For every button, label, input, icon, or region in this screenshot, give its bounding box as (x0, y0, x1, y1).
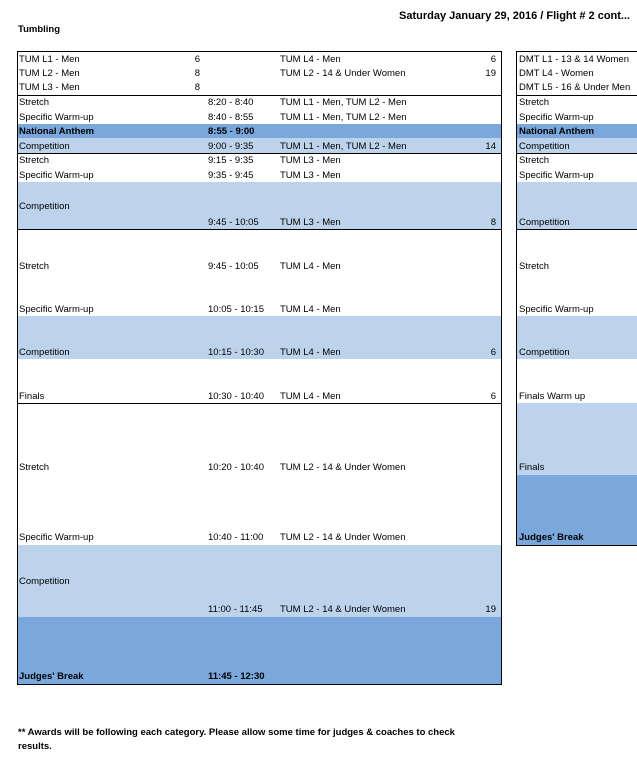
activity: Specific Warm-up (19, 532, 94, 543)
summary-event: TUM L2 - 14 & Under Women (280, 68, 406, 79)
table-border (17, 51, 18, 685)
right-activity: Finals (519, 462, 545, 473)
summary-count: 8 (194, 82, 200, 93)
summary-event: TUM L4 - Men (280, 54, 341, 65)
right-table-border (516, 51, 517, 546)
event: TUM L4 - Men (280, 304, 341, 315)
time: 9:45 - 10:05 (208, 261, 259, 272)
time: 9:15 - 9:35 (208, 155, 254, 166)
section-title: Tumbling (18, 24, 61, 35)
event: TUM L3 - Men (280, 155, 341, 166)
time: 8:55 - 9:00 (208, 126, 255, 137)
activity: Stretch (19, 462, 50, 473)
right-summary-event: DMT L1 - 13 & 14 Women (519, 54, 630, 65)
time: 9:35 - 9:45 (208, 170, 254, 181)
activity: Specific Warm-up (19, 112, 94, 123)
right-activity: Stretch (519, 261, 550, 272)
time: 9:00 - 9:35 (208, 141, 254, 152)
activity: Stretch (19, 97, 50, 108)
right-activity: Competition (519, 347, 570, 358)
event: TUM L4 - Men (280, 261, 341, 272)
right-summary-event: DMT L5 - 16 & Under Men (519, 82, 631, 93)
time: 10:30 - 10:40 (208, 391, 264, 402)
event: TUM L2 - 14 & Under Women (280, 462, 406, 473)
right-activity: Judges' Break (519, 532, 584, 543)
time: 11:45 - 12:30 (208, 671, 265, 682)
event: TUM L4 - Men (280, 391, 341, 402)
table-border (17, 51, 502, 52)
activity: Specific Warm-up (19, 170, 94, 181)
page-title: Saturday January 29, 2016 / Flight # 2 cont... (399, 10, 631, 22)
footer-note: ** Awards will be following each category. Please allow some time for judges & coaches to check (18, 727, 455, 738)
right-table-border (516, 51, 637, 52)
right-activity: National Anthem (519, 126, 595, 137)
right-table-border (516, 95, 637, 96)
right-summary-event: DMT L4 - Women (519, 68, 594, 79)
right-table-border (516, 229, 637, 230)
activity: Stretch (19, 261, 50, 272)
competition-band-2 (17, 182, 501, 229)
time: 8:40 - 8:55 (208, 112, 254, 123)
right-activity: Competition (519, 217, 570, 228)
count: 8 (490, 217, 496, 228)
right-table-border (516, 153, 637, 154)
event: TUM L1 - Men, TUM L2 - Men (280, 97, 407, 108)
summary-count: 19 (485, 68, 496, 79)
right-activity: Stretch (519, 155, 550, 166)
activity: Competition (19, 201, 70, 212)
footer-note-cont: results. (18, 741, 52, 752)
right-activity: Stretch (519, 97, 550, 108)
summary-event: TUM L1 - Men (19, 54, 80, 65)
table-border (17, 153, 502, 154)
summary-event: TUM L2 - Men (19, 68, 80, 79)
event: TUM L3 - Men (280, 217, 341, 228)
summary-count: 6 (194, 54, 200, 65)
right-activity: Specific Warm-up (519, 112, 594, 123)
time: 10:15 - 10:30 (208, 347, 264, 358)
count: 14 (485, 141, 496, 152)
event: TUM L2 - 14 & Under Women (280, 532, 406, 543)
table-border (17, 229, 502, 230)
activity: Competition (19, 347, 70, 358)
table-border (17, 95, 502, 96)
count: 19 (485, 604, 496, 615)
event: TUM L2 - 14 & Under Women (280, 604, 406, 615)
event: TUM L1 - Men, TUM L2 - Men (280, 112, 407, 123)
event: TUM L3 - Men (280, 170, 341, 181)
right-activity: Finals Warm up (519, 391, 586, 402)
event: TUM L1 - Men, TUM L2 - Men (280, 141, 407, 152)
activity: Finals (19, 391, 45, 402)
table-border (17, 684, 502, 685)
time: 10:40 - 11:00 (208, 532, 264, 543)
right-activity: Competition (519, 141, 570, 152)
table-border (501, 51, 502, 685)
count: 6 (490, 347, 496, 358)
activity: Judges' Break (19, 671, 84, 682)
time: 8:20 - 8:40 (208, 97, 254, 108)
time: 10:20 - 10:40 (208, 462, 264, 473)
summary-event: TUM L3 - Men (19, 82, 80, 93)
activity: Competition (19, 141, 70, 152)
summary-count: 6 (490, 54, 496, 65)
time: 9:45 - 10:05 (208, 217, 259, 228)
right-activity: Specific Warm-up (519, 170, 594, 181)
right-activity: Specific Warm-up (519, 304, 594, 315)
activity: Specific Warm-up (19, 304, 94, 315)
right-table-border (516, 545, 637, 546)
time: 10:05 - 10:15 (208, 304, 264, 315)
event: TUM L4 - Men (280, 347, 341, 358)
count: 6 (490, 391, 496, 402)
table-border (17, 403, 502, 404)
activity: Competition (19, 576, 70, 587)
summary-count: 8 (194, 68, 200, 79)
activity: Stretch (19, 155, 50, 166)
activity: National Anthem (19, 126, 95, 137)
competition-band-1 (17, 138, 501, 153)
time: 11:00 - 11:45 (208, 604, 263, 615)
